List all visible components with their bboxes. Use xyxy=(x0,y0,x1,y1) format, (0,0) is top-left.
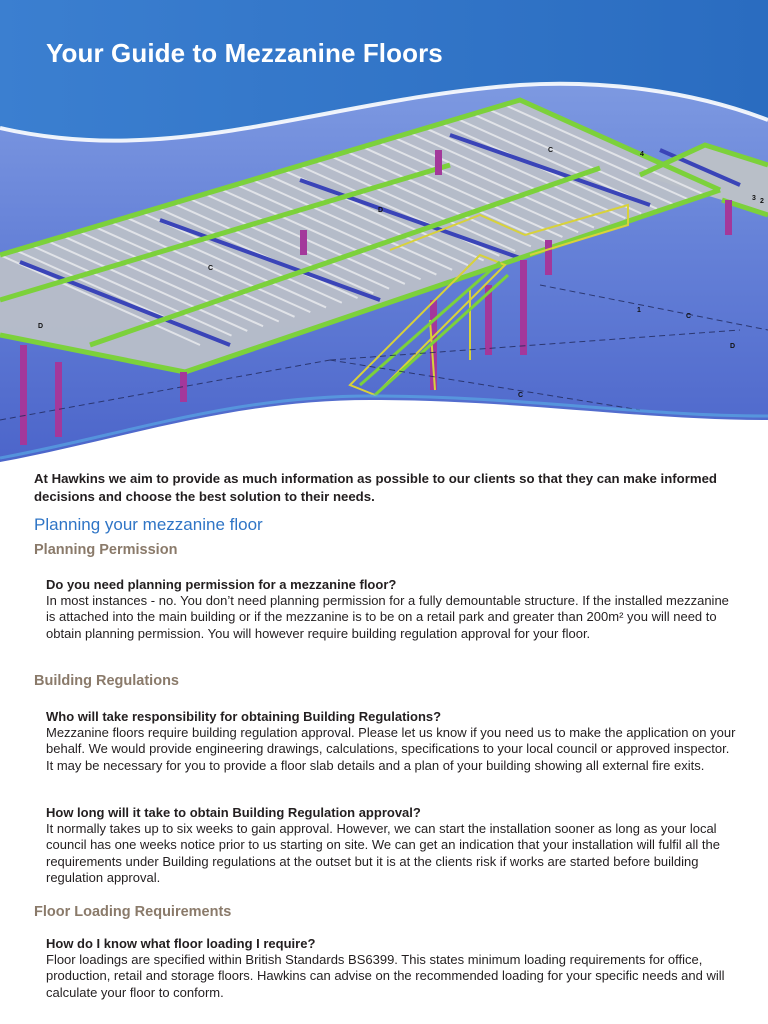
support-column xyxy=(545,240,552,275)
building-regulations-heading: Building Regulations xyxy=(34,673,179,689)
grid-label: C xyxy=(518,392,524,399)
grid-label: D xyxy=(38,323,44,330)
support-column xyxy=(300,230,307,255)
grid-label: C xyxy=(686,313,692,320)
grid-label: C xyxy=(548,147,554,154)
loading-answer: Floor loadings are specified within British Standards BS6399. This states minimum loading requirements for office, production, retail and storage floors. Hawkins can advise on the recommended loading for your specific needs and will calculate your floor to conform. xyxy=(46,952,725,1000)
grid-label: C xyxy=(208,265,214,272)
support-column xyxy=(520,260,527,355)
page-title: Your Guide to Mezzanine Floors xyxy=(46,38,443,68)
intro-paragraph: At Hawkins we aim to provide as much information as possible to our clients so that they can make informed decisions and choose the best solution to their needs. xyxy=(34,471,717,504)
building-question-1: Who will take responsibility for obtaining Building Regulations? xyxy=(46,709,442,724)
planning-question: Do you need planning permission for a mezzanine floor? xyxy=(46,577,397,592)
grid-label: 2 xyxy=(760,198,764,205)
support-column xyxy=(435,150,442,175)
grid-label: D xyxy=(730,343,736,350)
support-column xyxy=(725,200,732,235)
grid-label: 4 xyxy=(640,151,644,158)
support-column xyxy=(20,345,27,445)
header-illustration xyxy=(0,0,768,478)
support-column xyxy=(55,362,62,437)
planning-permission-heading: Planning Permission xyxy=(34,542,178,558)
grid-label: 1 xyxy=(637,307,641,314)
building-answer-1: Mezzanine floors require building regulation approval. Please let us know if you need us to make the application on your behalf. We would provide engineering drawings, calculations, specifications to your local council or approved inspector. It may be necessary for you to provide a floor slab details and a plan of your building showing all external fire exits. xyxy=(46,725,736,773)
grid-label: 3 xyxy=(752,195,756,202)
building-question-2: How long will it take to obtain Building Regulation approval? xyxy=(46,805,421,820)
building-answer-2: It normally takes up to six weeks to gain approval. However, we can start the installation sooner as long as your local council has one weeks notice prior to us starting on site. We can get an indication that your installation will fulfil all the requirements under Building regulations at the outset but it is at the clients risk if works are started before building regulation approval. xyxy=(46,821,720,885)
planning-answer: In most instances - no. You don’t need planning permission for a fully demountable structure. If the installed mezzanine is attached into the main building or if the mezzanine is to be on a retail park and greater than 200m² you will need to obtain planning permission. You will however require building regulation approval for your floor. xyxy=(46,593,729,641)
mezzanine-render-graphic xyxy=(0,0,768,478)
grid-label: D xyxy=(378,207,384,214)
loading-question: How do I know what floor loading I require? xyxy=(46,936,316,951)
floor-loading-heading: Floor Loading Requirements xyxy=(34,904,232,920)
section-heading: Planning your mezzanine floor xyxy=(34,515,263,534)
